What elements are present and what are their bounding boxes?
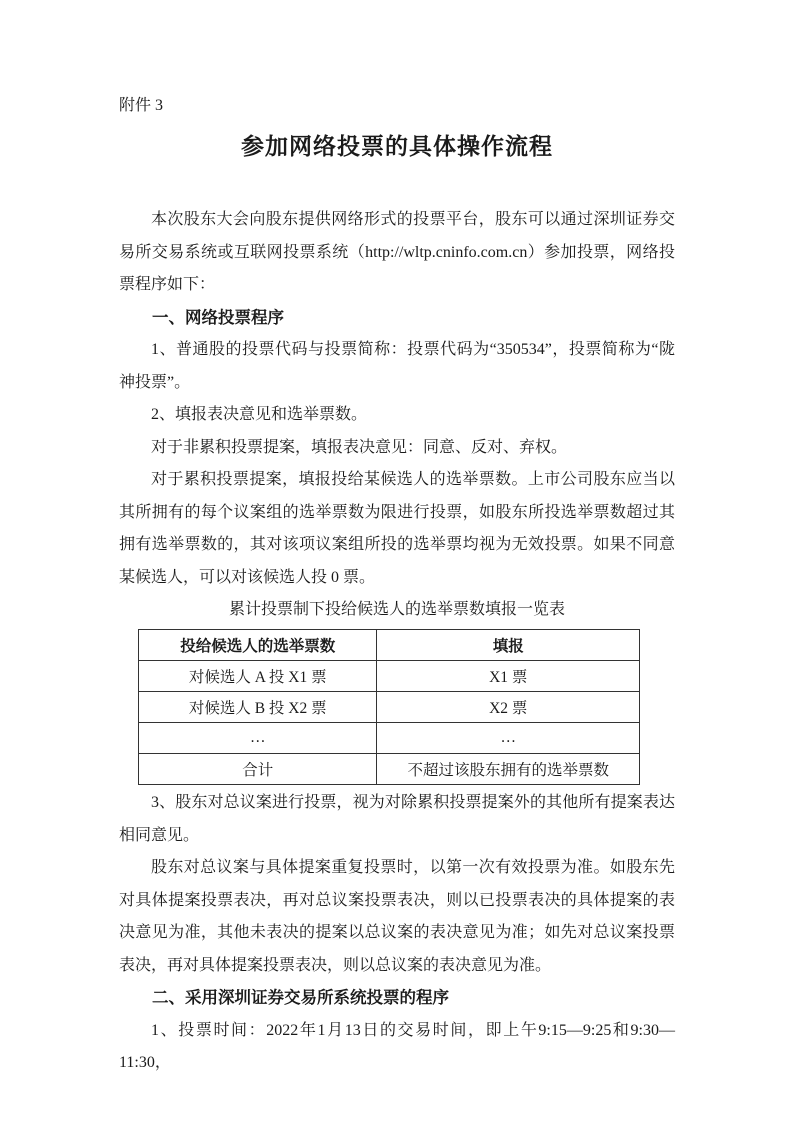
table-cell: 对候选人 A 投 X1 票	[139, 661, 377, 692]
table-row	[139, 723, 640, 754]
paragraph-duplicate-vote: 股东对总议案与具体提案重复投票时，以第一次有效投票为准。如股东先对具体提案投票表决，再对总议案投票表决，则以已投票表决的具体提案的表决意见为准，其他未表决的提案以总议案的表决意见为准；如先对总议案投票表决，再对具体提案投票表决，则以总议案的表决意见为准。	[119, 859, 675, 974]
vote-count-table	[138, 629, 640, 785]
table-row	[139, 754, 640, 785]
table-caption: 累计投票制下投给候选人的选举票数填报一览表	[228, 601, 565, 618]
paragraph-fill-opinion: 2、填报表决意见和选举票数。	[151, 406, 368, 423]
table-header-fill: 填报	[377, 630, 640, 661]
page-title: 参加网络投票的具体操作流程	[241, 133, 553, 159]
table-cell: X1 票	[377, 661, 640, 692]
section1-heading: 一、网络投票程序	[152, 308, 284, 327]
table-cell: …	[139, 723, 377, 754]
table-row	[139, 692, 640, 723]
table-header-votes: 投给候选人的选举票数	[139, 630, 377, 661]
section2-heading: 二、采用深圳证券交易所系统投票的程序	[152, 989, 449, 1007]
paragraph-intro: 本次股东大会向股东提供网络形式的投票平台，股东可以通过深圳证券交易所交易系统或互联网投票系统（http://wltp.cninfo.com.cn）参加投票，网络投票程序如下：	[119, 211, 675, 293]
paragraph-vote-time: 1、投票时间：2022年1月13日的交易时间，即上午9:15—9:25和9:30—11:30，	[119, 1021, 675, 1071]
table-cell: 不超过该股东拥有的选举票数	[377, 754, 640, 785]
table-cell: …	[377, 723, 640, 754]
paragraph-general-motion: 3、股东对总议案进行投票，视为对除累积投票提案外的其他所有提案表达相同意见。	[119, 794, 675, 844]
table-row	[139, 661, 640, 692]
paragraph-cumulative: 对于累积投票提案，填报投给某候选人的选举票数。上市公司股东应当以其所拥有的每个议案组的选举票数为限进行投票，如股东所投选举票数超过其拥有选举票数的，其对该项议案组所投的选举票均视为无效投票。如果不同意某候选人，可以对该候选人投 0 票。	[119, 471, 675, 586]
paragraph-vote-code: 1、普通股的投票代码与投票简称：投票代码为“350534”，投票简称为“陇神投票”。	[119, 341, 675, 391]
table-cell: X2 票	[377, 692, 640, 723]
attachment-label: 附件 3	[119, 97, 164, 114]
table-cell: 对候选人 B 投 X2 票	[139, 692, 377, 723]
paragraph-non-cumulative: 对于非累积投票提案，填报表决意见：同意、反对、弃权。	[151, 438, 568, 456]
table-cell: 合计	[139, 754, 377, 785]
table-header-row	[139, 630, 640, 661]
